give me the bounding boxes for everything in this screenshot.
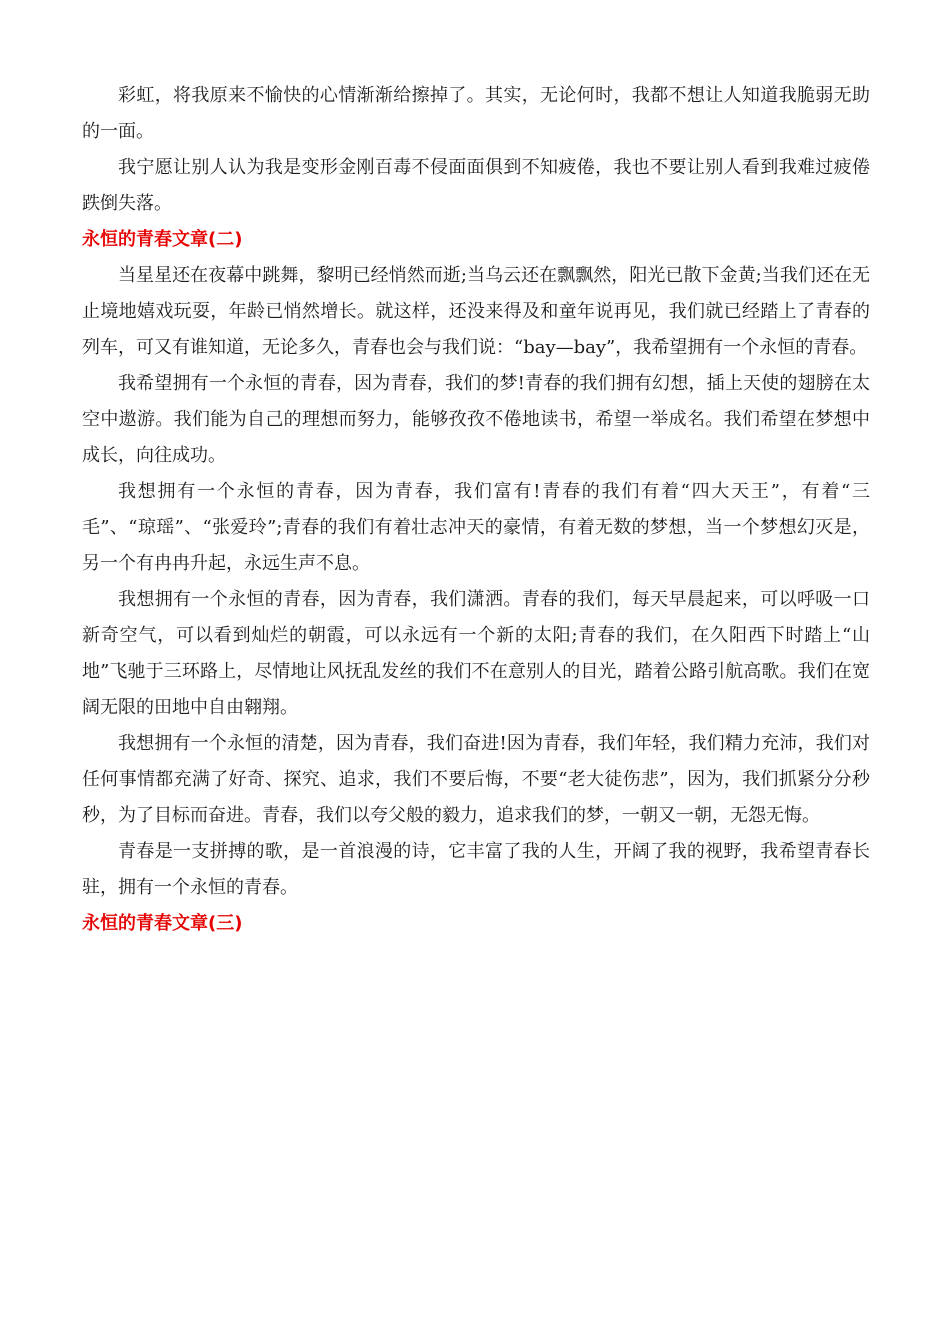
section-heading: 永恒的青春文章(三): [82, 913, 243, 934]
paragraph: 当星星还在夜幕中跳舞，黎明已经悄然而逝;当乌云还在飘飘然，阳光已散下金黄;当我们还在无止境地嬉戏玩耍，年龄已悄然增长。就这样，还没来得及和童年说再见，我们就已经踏上了青春的列车，可又有谁知道，无论多久，青春也会与我们说：“bay—bay”，我希望拥有一个永恒的青春。: [82, 265, 870, 358]
paragraph: 我希望拥有一个永恒的青春，因为青春，我们的梦!青春的我们拥有幻想，插上天使的翅膀在太空中遨游。我们能为自己的理想而努力，能够孜孜不倦地读书，希望一举成名。我们希望在梦想中成长，向往成功。: [82, 373, 870, 466]
paragraph: 我想拥有一个永恒的青春，因为青春，我们富有!青春的我们有着“四大天王”，有着“三毛”、“琼瑶”、“张爱玲”;青春的我们有着壮志冲天的豪情，有着无数的梦想，当一个梦想幻灭是，另一个有冉冉升起，永远生声不息。: [82, 481, 870, 574]
paragraph: 我想拥有一个永恒的清楚，因为青春，我们奋进!因为青春，我们年轻，我们精力充沛，我们对任何事情都充满了好奇、探究、追求，我们不要后悔，不要“老大徒伤悲”，因为，我们抓紧分分秒秒，为了目标而奋进。青春，我们以夸父般的毅力，追求我们的梦，一朝又一朝，无怨无悔。: [82, 733, 870, 826]
paragraph: 我想拥有一个永恒的青春，因为青春，我们潇洒。青春的我们，每天早晨起来，可以呼吸一口新奇空气，可以看到灿烂的朝霞，可以永远有一个新的太阳;青春的我们，在久阳西下时踏上“山地”飞驰于三环路上，尽情地让风抚乱发丝的我们不在意别人的目光，踏着公路引航高歌。我们在宽阔无限的田地中自由翱翔。: [82, 589, 870, 718]
section-heading: 永恒的青春文章(二): [82, 229, 243, 250]
paragraph: 彩虹，将我原来不愉快的心情渐渐给擦掉了。其实，无论何时，我都不想让人知道我脆弱无助的一面。: [82, 85, 870, 142]
paragraph: 我宁愿让别人认为我是变形金刚百毒不侵面面俱到不知疲倦，我也不要让别人看到我难过疲倦跌倒失落。: [82, 157, 870, 214]
paragraph: 青春是一支拼搏的歌，是一首浪漫的诗，它丰富了我的人生，开阔了我的视野，我希望青春长驻，拥有一个永恒的青春。: [82, 841, 870, 898]
